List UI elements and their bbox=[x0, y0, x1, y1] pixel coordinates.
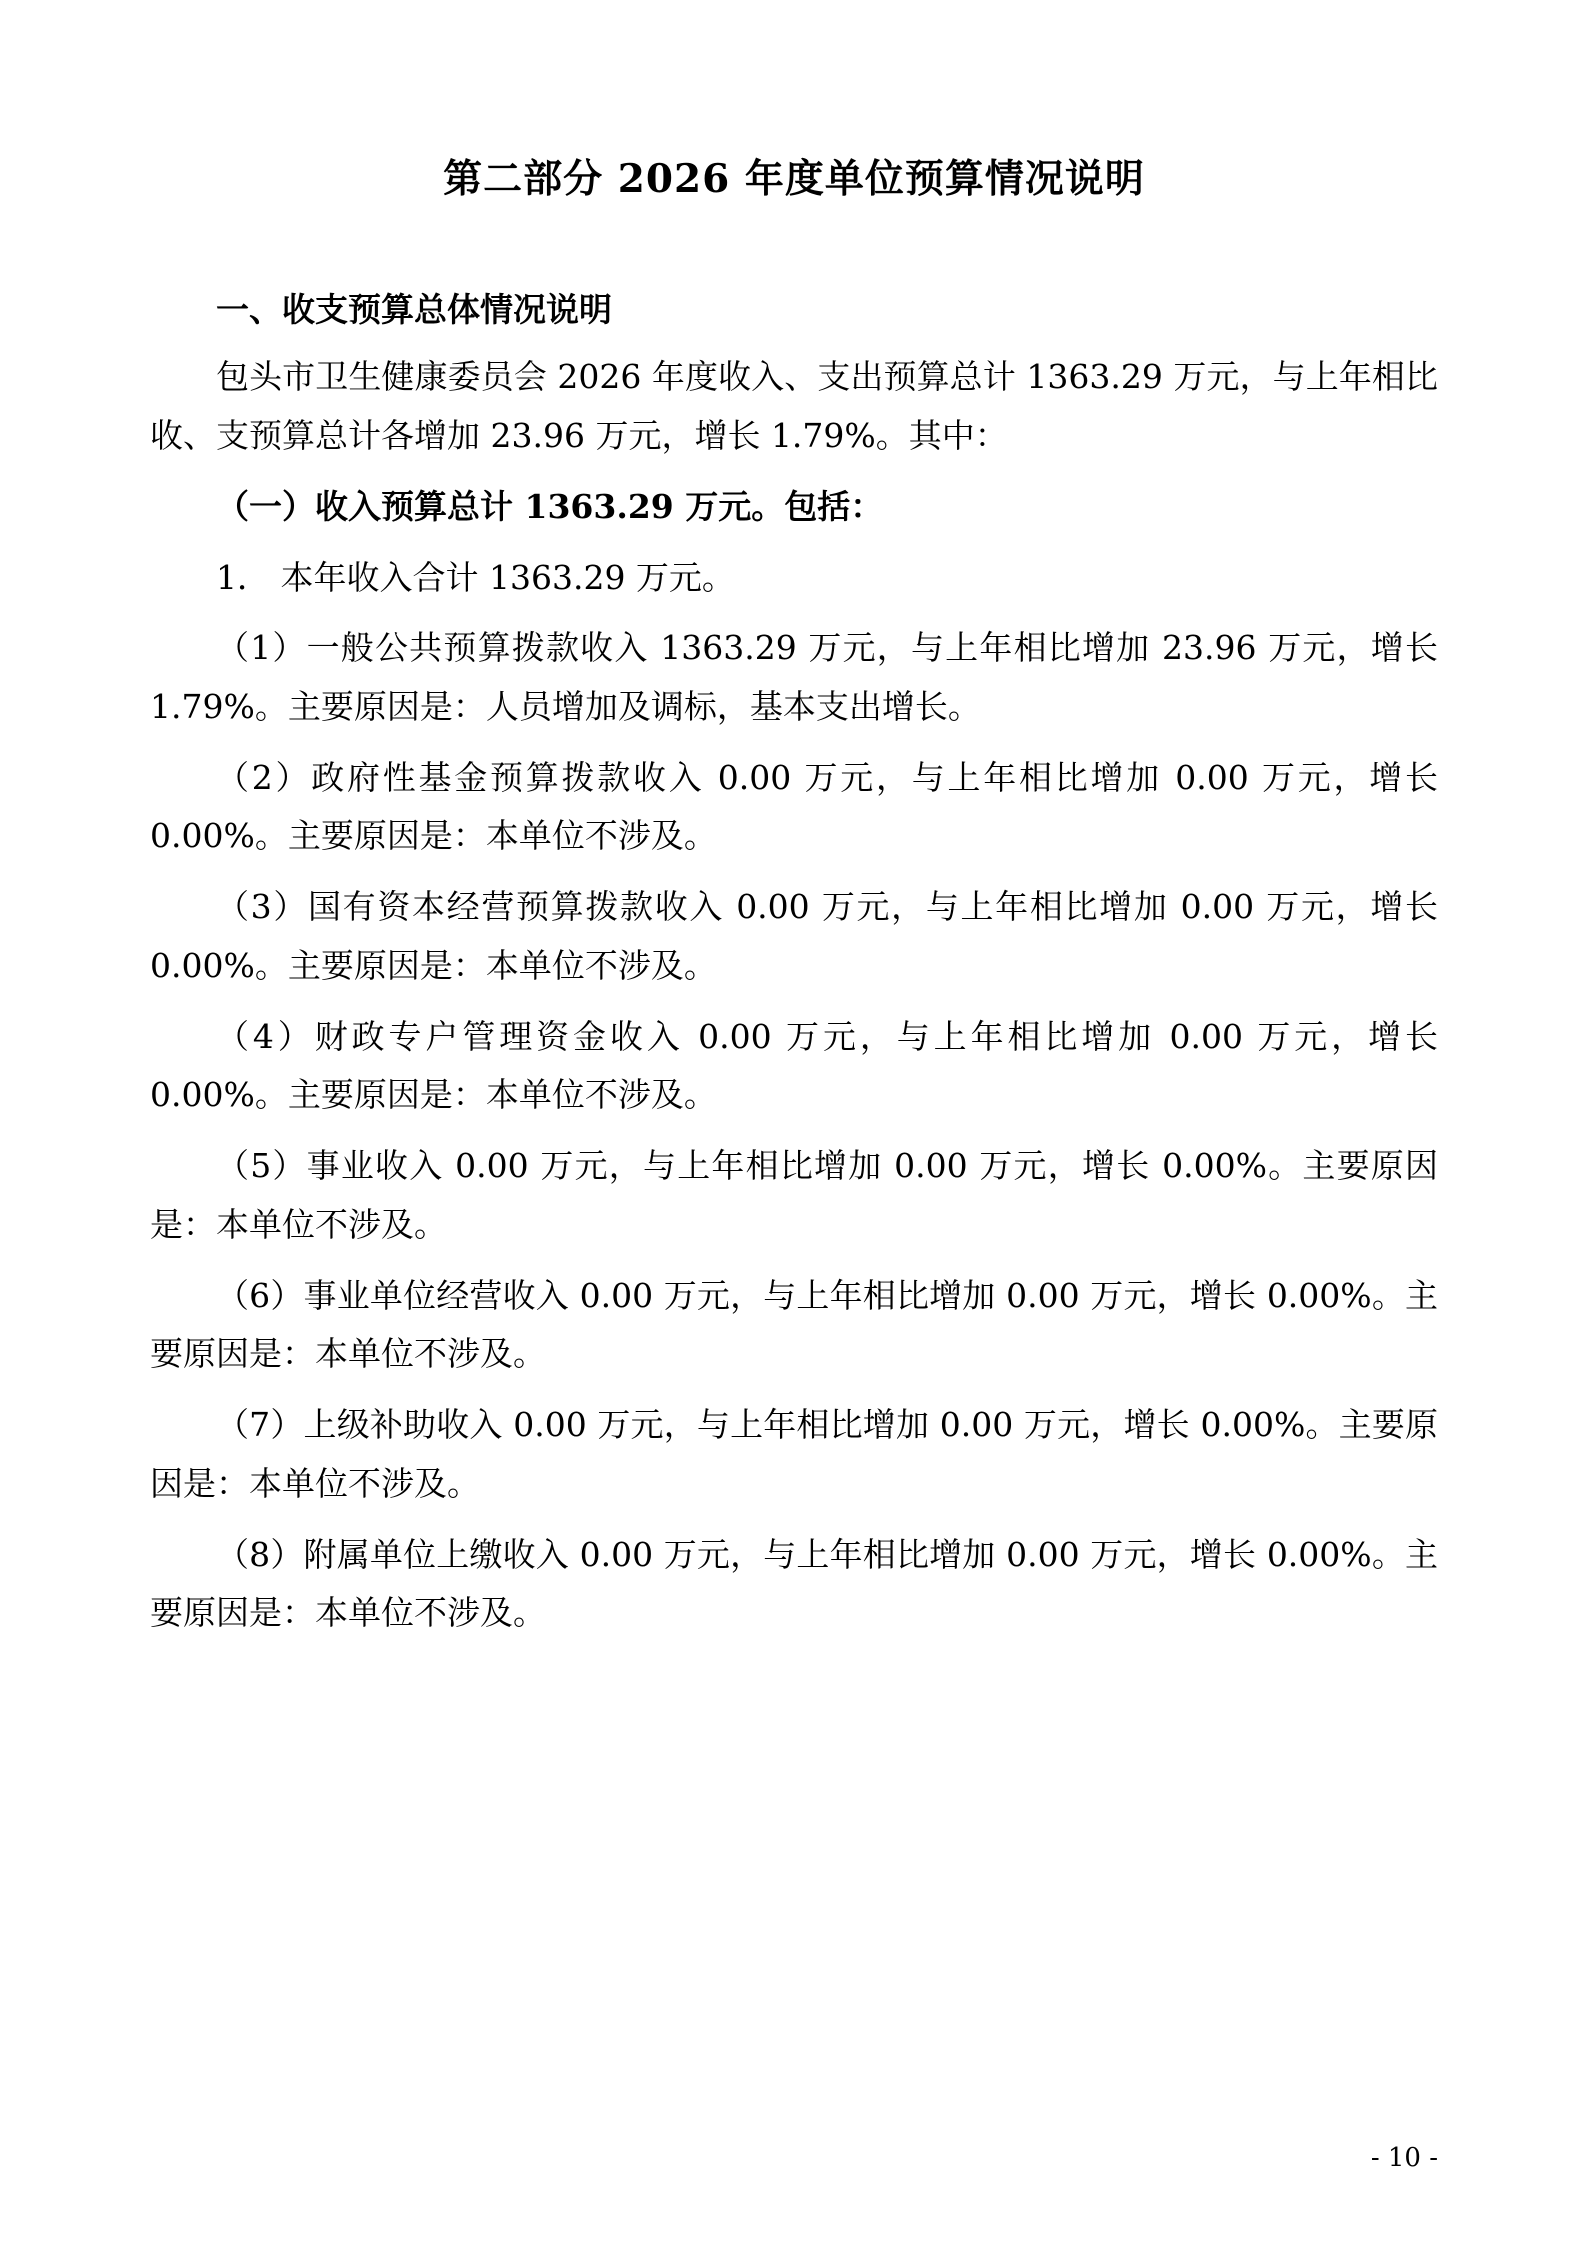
page-number: - 10 - bbox=[1370, 2143, 1438, 2173]
paragraph-item-5: （5）事业收入 0.00 万元，与上年相比增加 0.00 万元，增长 0.00%。主要原因是：本单位不涉及。 bbox=[150, 1146, 1438, 1244]
paragraph-item-6: （6）事业单位经营收入 0.00 万元，与上年相比增加 0.00 万元，增长 0.00%。主要原因是：本单位不涉及。 bbox=[150, 1275, 1438, 1374]
page-title: 第二部分 2026 年度单位预算情况说明 bbox=[443, 156, 1145, 202]
paragraph-item-2: （2）政府性基金预算拨款收入 0.00 万元，与上年相比增加 0.00 万元，增长 0.00%。主要原因是：本单位不涉及。 bbox=[150, 757, 1438, 856]
paragraph-item-4: （4）财政专户管理资金收入 0.00 万元，与上年相比增加 0.00 万元，增长 0.00%。主要原因是：本单位不涉及。 bbox=[150, 1016, 1438, 1115]
paragraph-year-income: 1． 本年收入合计 1363.29 万元。 bbox=[216, 557, 735, 597]
paragraph-item-1: （1）一般公共预算拨款收入 1363.29 万元，与上年相比增加 23.96 万元，增长 1.79%。主要原因是：人员增加及调标，基本支出增长。 bbox=[150, 628, 1438, 726]
paragraph-item-3: （3）国有资本经营预算拨款收入 0.00 万元，与上年相比增加 0.00 万元，增长 0.00%。主要原因是：本单位不涉及。 bbox=[150, 887, 1438, 985]
paragraph-overview: 包头市卫生健康委员会 2026 年度收入、支出预算总计 1363.29 万元，与上年相比收、支预算总计各增加 23.96 万元，增长 1.79%。其中： bbox=[150, 357, 1438, 456]
paragraph-item-7: （7）上级补助收入 0.00 万元，与上年相比增加 0.00 万元，增长 0.00%。主要原因是：本单位不涉及。 bbox=[150, 1405, 1438, 1503]
section-heading: 一、收支预算总体情况说明 bbox=[216, 289, 612, 329]
paragraph-item-8: （8）附属单位上缴收入 0.00 万元，与上年相比增加 0.00 万元，增长 0.00%。主要原因是：本单位不涉及。 bbox=[150, 1534, 1438, 1633]
paragraph-income-total: （一）收入预算总计 1363.29 万元。包括： bbox=[216, 486, 884, 526]
